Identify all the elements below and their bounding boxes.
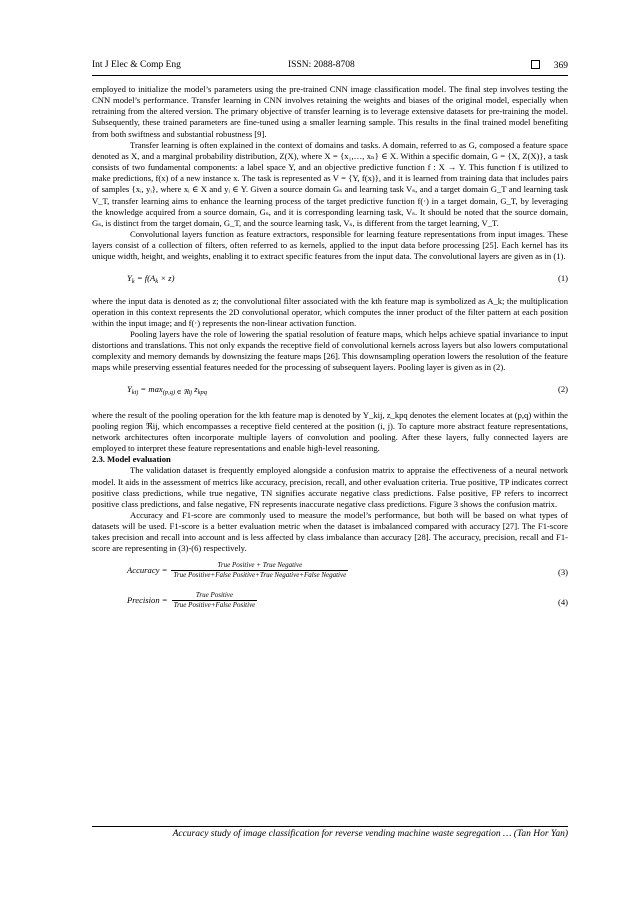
paragraph-8: Accuracy and F1-score are commonly used to measure the model’s performance, but both will be based on what types of datasets will be used. F1-score is a better evaluation metric when the dataset is imbalanced compared with accuracy [27]. The F1-score takes precision and recall into account and is less affected by class imbalance than accuracy [28]. The accuracy, precision, recall and F1-score are representing in (3)-(6) respectively. [92, 510, 568, 554]
equation-1-number: (1) [557, 272, 568, 283]
journal-name: Int J Elec & Comp Eng [92, 60, 181, 70]
equation-4-numerator: True Positive [195, 590, 233, 599]
equation-4-denominator: True Positive+False Positive [173, 600, 256, 609]
equation-3-number: (3) [557, 566, 568, 577]
equation-4-number: (4) [557, 596, 568, 607]
equation-2-number: (2) [557, 383, 568, 394]
equation-4-lhs: Precision = [127, 594, 168, 605]
header-rule [92, 75, 568, 76]
equation-2-expression: $Y_{kij} = \max_{(p,q) \in ℜij} z_{kpq}$ [127, 383, 208, 396]
checkbox-icon [531, 60, 540, 69]
equation-3-lhs: Accuracy = [127, 564, 168, 575]
paragraph-4: where the input data is denoted as z; the convolutional filter associated with the kth feature map is symbolized as A_k; the multiplication operation in this context represents the 2D convolutional operator, which computes the inner product of the filter pattern at each position within the input image; and f(·) represents the non-linear activation function. [92, 295, 568, 328]
paragraph-2: Transfer learning is often explained in the context of domains and tasks. A domain, referred to as G, composed a feature space denoted as X, and a marginal probability distribution, Z(X), where X = {x₁,…, xₙ} ∈ X. Within a specific domain, G = {X, Z(X)}, a task consists of two fundamental components: a label space Y, and an objective predictive function f : X → Y. This function f is utilized to make predictions, f(x) of a new instance x. The task is represented as V = {Y, f(x)}, and it is learned from training data that includes pairs of samples {xᵢ, yᵢ}, where xᵢ ∈ X and yᵢ ∈ Y. Given a source domain Gₛ and learning task Vₛ, and a target domain G_T and learning task V_T, transfer learning aims to enhance the learning process of the target predictive function f(·) in a target domain, G_T, by leveraging the knowledge acquired from a source domain, Gₛ, and it is corresponding learning task, Vₛ. It should be noted that the source domain, Gₛ, is distinct from the target domain, G_T, and the source learning task, Vₛ, is different from the target learning, V_T. [92, 139, 568, 228]
body-text [92, 84, 568, 621]
equation-3 [92, 561, 568, 585]
page-number: 369 [553, 61, 568, 71]
paragraph-5: Pooling layers have the role of lowering the spatial resolution of feature maps, which helps achieve spatial invariance to input distortions and translations. This not only expands the receptive field of convolutional kernels across layers but also lowers computational complexity and memory demands by downsizing the feature maps [26]. This downsampling operation lowers the resolution of the feature maps while preserving essential features needed for the processing of subsequent layers. Pooling layer is given as in (2). [92, 328, 568, 373]
running-footer: Accuracy study of image classification for reverse vending machine waste segregation … (Tan Hor Yan) [172, 829, 568, 839]
paragraph-1: employed to initialize the model’s parameters using the pre-trained CNN image classification model. The final step involves testing the CNN model’s performance. Transfer learning in CNN involves retaining the weights and biases of the original model, especially when retraining from the altered version. The primary objective of transfer learning is to leverage extensive datasets for pre-training the model. Subsequently, these trained parameters are fine-tuned using a smaller learning sample. This results in the final trained model benefiting from both swiftness and substantial robustness [9]. [92, 84, 568, 139]
section-heading: 2.3. Model evaluation [92, 454, 171, 465]
footer-rule [92, 826, 568, 827]
equation-3-denominator: True Positive+False Positive+True Negative+False Negative [173, 570, 347, 579]
paragraph-6: where the result of the pooling operation for the kth feature map is denoted by Y_kij, z_kpq denotes the element locates at (p,q) within the pooling region ℜij, which encompasses a receptive field centered at the position (i, j). To capture more abstract feature representations, network architectures often incorporate multiple layers of convolution and pooling. After these layers, fully connected layers are employed to interpret these feature representations and enable high-level reasoning. [92, 409, 568, 454]
equation-3-numerator: True Positive + True Negative [217, 560, 303, 569]
page-number-area [531, 60, 568, 71]
running-header [92, 60, 568, 74]
equation-1-expression: $Y_k = f(A_k \times z)$ [127, 272, 175, 285]
equation-1 [92, 273, 568, 284]
equation-4 [92, 591, 568, 615]
issn: ISSN: 2088-8708 [288, 60, 355, 70]
equation-2 [92, 384, 568, 398]
paragraph-3: Convolutional layers function as feature extractors, responsible for learning feature representations from input images. These layers consist of a collection of filters, often referred to as kernels, applied to the input data before processing [25]. Each kernel has its unique width, height, and weights, enabling it to extract specific features from the input data. The convolutional layers are given as in (1). [92, 229, 568, 262]
paragraph-7: The validation dataset is frequently employed alongside a confusion matrix to appraise the effectiveness of a neural network model. It aids in the assessment of metrics like accuracy, precision, recall, and other evaluation criteria. True positive, TP indicates correct positive class predictions, while true negative, TN signifies accurate negative class predictions. False positive, FP refers to incorrect positive class predictions, and false negative, FN represents inaccurate negative class predictions. Figure 3 shows the confusion matrix. [92, 465, 568, 509]
